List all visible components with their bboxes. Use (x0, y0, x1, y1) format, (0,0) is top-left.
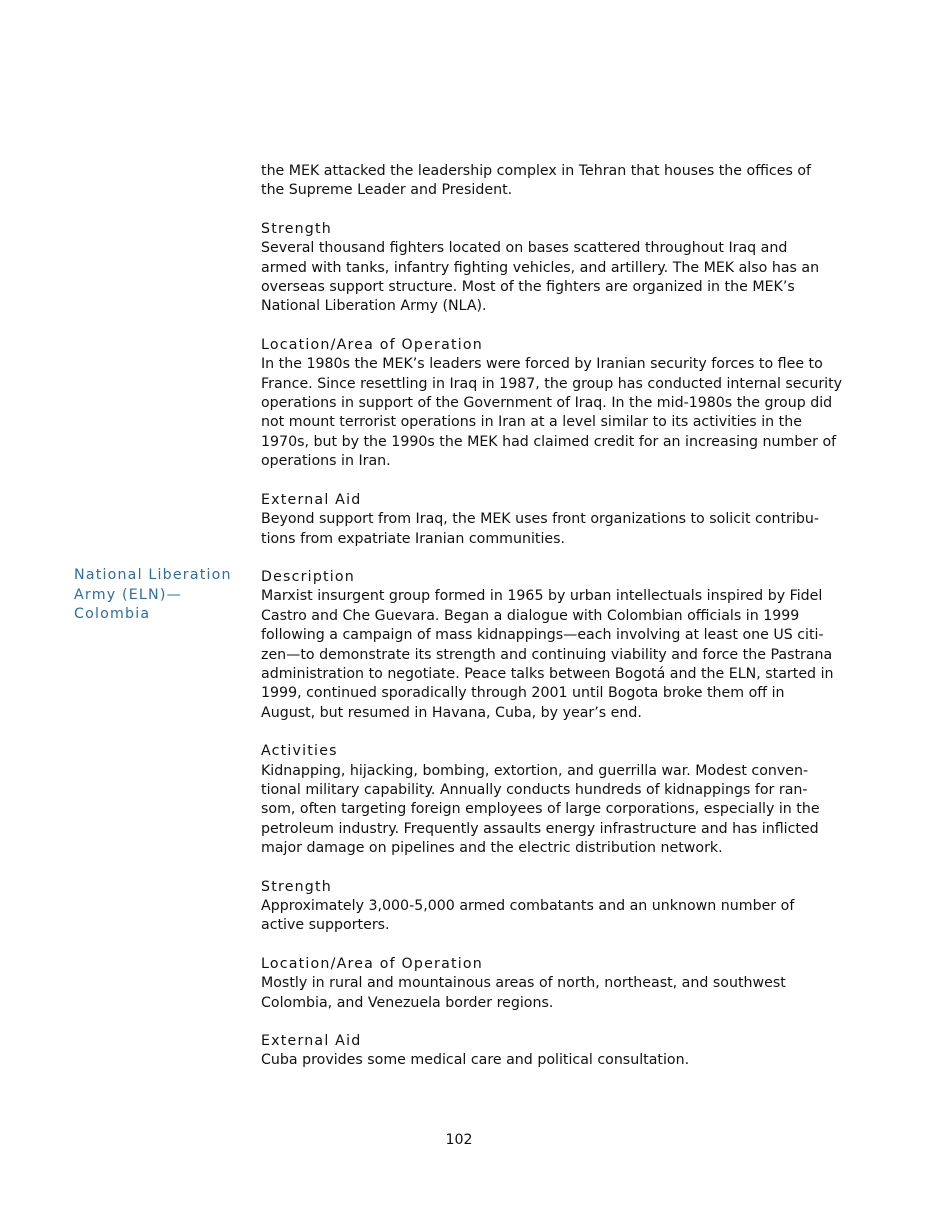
group-name-line: Colombia (74, 606, 151, 623)
text-line: Colombia, and Venezuela border regions. (261, 994, 554, 1011)
main-text-column (261, 162, 843, 1071)
section-heading: Strength (261, 878, 332, 895)
eln-external-aid-section (261, 1032, 821, 1071)
text-line: In the 1980s the MEK’s leaders were forced by Iranian security forces to flee to (261, 356, 823, 373)
page-number: 102 (445, 1132, 473, 1148)
text-line: Castro and Che Guevara. Began a dialogue with Colombian officials in 1999 (261, 607, 800, 624)
text-line: Kidnapping, hijacking, bombing, extortion, and guerrilla war. Modest conven- (261, 762, 809, 779)
text-line: Cuba provides some medical care and political consultation. (261, 1052, 690, 1069)
text-line: tional military capability. Annually conducts hundreds of kidnappings for ran- (261, 781, 808, 798)
text-line: Mostly in rural and mountainous areas of north, northeast, and southwest (261, 975, 786, 992)
text-line: following a campaign of mass kidnappings—each involving at least one US citi- (261, 627, 824, 644)
text-line: petroleum industry. Frequently assaults energy infrastructure and has inflicted (261, 820, 819, 837)
text-line: National Liberation Army (NLA). (261, 298, 487, 315)
text-line: Approximately 3,000-5,000 armed combatants and an unknown number of (261, 898, 795, 914)
text-line: zen—to demonstrate its strength and continuing viability and force the Pastrana (261, 646, 833, 663)
section-heading: Description (261, 568, 356, 585)
text-line: tions from expatriate Iranian communities. (261, 530, 566, 547)
group-name-sidebar-label (74, 566, 254, 625)
text-line: major damage on pipelines and the electric distribution network. (261, 840, 723, 857)
mek-location-section (261, 336, 843, 472)
section-heading: Location/Area of Operation (261, 955, 483, 972)
group-name-line: Army (ELN)— (74, 586, 182, 603)
text-line: Beyond support from Iraq, the MEK uses front organizations to solicit contribu- (261, 511, 819, 528)
section-heading: External Aid (261, 491, 362, 508)
mek-external-aid-section (261, 491, 821, 549)
text-line: Several thousand fighters located on bases scattered throughout Iraq and (261, 240, 788, 257)
text-line: 1970s, but by the 1990s the MEK had claimed credit for an increasing number of (261, 433, 837, 450)
section-heading: External Aid (261, 1033, 362, 1050)
text-line: active supporters. (261, 917, 390, 934)
text-line: administration to negotiate. Peace talks between Bogotá and the ELN, started in (261, 665, 834, 682)
eln-strength-section (261, 878, 821, 936)
eln-location-section (261, 955, 821, 1013)
mek-strength-section (261, 220, 821, 317)
text-line: not mount terrorist operations in Iran at a level similar to its activities in the (261, 414, 802, 431)
text-line: August, but resumed in Havana, Cuba, by year’s end. (261, 704, 642, 721)
text-line: Marxist insurgent group formed in 1965 by urban intellectuals inspired by Fidel (261, 588, 823, 605)
text-line: operations in Iran. (261, 453, 391, 470)
text-line: operations in support of the Government of Iraq. In the mid-1980s the group did (261, 395, 833, 412)
text-line: som, often targeting foreign employees of large corporations, especially in the (261, 801, 820, 818)
text-line: the Supreme Leader and President. (261, 182, 513, 199)
text-line: 1999, continued sporadically through 2001 until Bogota broke them off in (261, 685, 785, 702)
text-line: overseas support structure. Most of the fighters are organized in the MEK’s (261, 279, 795, 296)
text-line: armed with tanks, infantry fighting vehicles, and artillery. The MEK also has an (261, 259, 820, 276)
group-name-line: National Liberation (74, 567, 232, 583)
intro-paragraph (261, 162, 821, 201)
text-line: the MEK attacked the leadership complex in Tehran that houses the offices of (261, 163, 812, 179)
eln-description-section (261, 568, 834, 723)
eln-activities-section (261, 742, 821, 858)
text-line: France. Since resettling in Iraq in 1987, the group has conducted internal security (261, 375, 843, 392)
section-heading: Location/Area of Operation (261, 336, 483, 353)
section-heading: Strength (261, 220, 332, 237)
section-heading: Activities (261, 743, 338, 760)
